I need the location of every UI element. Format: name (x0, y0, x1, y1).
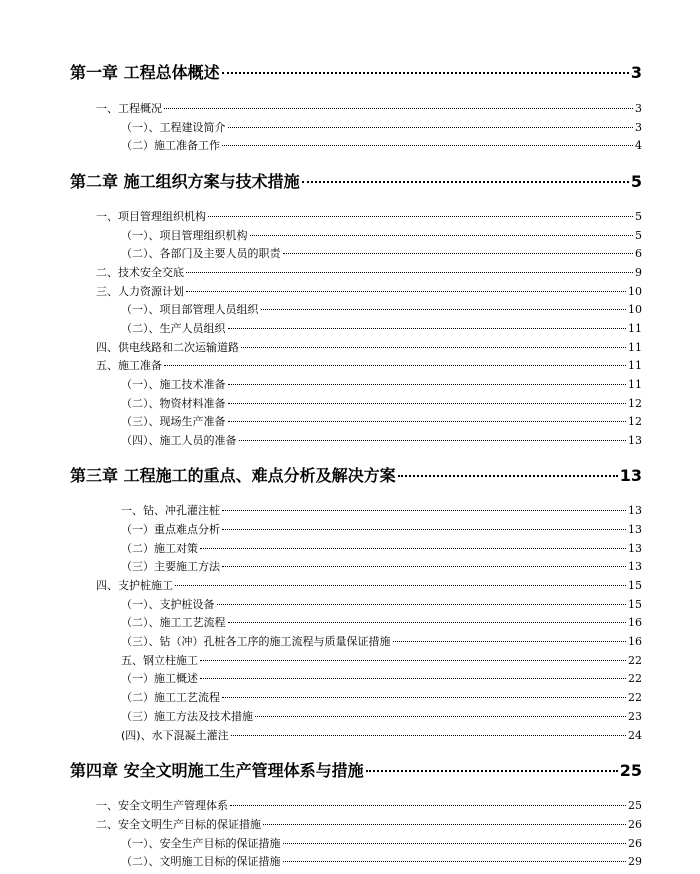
toc-entry[interactable] (121, 540, 642, 556)
toc-entry-title: 二、技术安全交底 (96, 266, 184, 279)
toc-page-number: 23 (628, 710, 642, 723)
toc-entry-title: （二）、生产人员组织 (121, 322, 226, 335)
toc-page-number: 11 (628, 378, 642, 391)
toc-page-number: 9 (635, 266, 642, 279)
toc-leader-dots (222, 697, 626, 698)
toc-page-number: 12 (628, 397, 642, 410)
toc-entry[interactable] (121, 521, 642, 537)
toc-leader-dots (222, 510, 626, 511)
toc-leader-dots (164, 365, 626, 366)
toc-page-number: 15 (628, 579, 642, 592)
toc-entry-title: （三）施工方法及技术措施 (121, 710, 253, 723)
toc-leader-dots (186, 291, 626, 292)
toc-entry[interactable] (121, 432, 642, 448)
toc-leader-dots (222, 566, 626, 567)
toc-page-number: 4 (635, 139, 642, 152)
toc-leader-dots (228, 622, 627, 623)
toc-page-number: 22 (628, 672, 642, 685)
toc-leader-dots (263, 824, 626, 825)
toc-leader-dots (217, 604, 627, 605)
toc-entry[interactable] (121, 633, 642, 649)
toc-entry-title: （二）、物资材料准备 (121, 397, 226, 410)
toc-entry-title: 五、施工准备 (96, 359, 162, 372)
toc-page-number: 13 (628, 434, 642, 447)
toc-page-number: 10 (628, 303, 642, 316)
toc-entry[interactable] (121, 137, 642, 153)
toc-entry[interactable] (121, 245, 642, 261)
toc-leader-dots (230, 805, 626, 806)
toc-page-number: 16 (628, 616, 642, 629)
toc-entry[interactable] (96, 264, 642, 280)
toc-entry-title: （四）、施工人员的准备 (121, 434, 237, 447)
toc-entry-title: 一、钻、冲孔灌注桩 (121, 504, 220, 517)
toc-page-number: 25 (619, 761, 642, 780)
toc-leader-dots (239, 440, 627, 441)
toc-leader-dots (222, 145, 633, 146)
toc-leader-dots (241, 347, 626, 348)
toc-entry-title: （一）、工程建设简介 (121, 121, 226, 134)
toc-entry-title: 四、支护桩施工 (96, 579, 173, 592)
toc-entry-title: 一、安全文明生产管理体系 (96, 799, 228, 812)
toc-page-number: 11 (628, 322, 642, 335)
toc-entry[interactable] (96, 357, 642, 373)
toc-leader-dots (283, 253, 634, 254)
toc-leader-dots (228, 127, 634, 128)
toc-chapter-title: 第一章 工程总体概述 (70, 63, 220, 82)
toc-entry-title: (四)、水下混凝土灌注 (121, 729, 229, 742)
toc-entry[interactable] (121, 119, 642, 135)
toc-page-number: 5 (635, 229, 642, 242)
toc-entry-title: （二）施工工艺流程 (121, 691, 220, 704)
toc-page-number: 13 (628, 523, 642, 536)
toc-page-number: 6 (635, 247, 642, 260)
toc-entry-title: （一）、项目部管理人员组织 (121, 303, 259, 316)
toc-entry[interactable] (96, 816, 642, 832)
toc-entry[interactable] (121, 301, 642, 317)
toc-entry-title: 四、供电线路和二次运输道路 (96, 341, 239, 354)
toc-entry[interactable] (96, 283, 642, 299)
toc-chapter-3[interactable] (70, 463, 642, 486)
toc-page-number: 24 (628, 729, 642, 742)
toc-page-number: 3 (635, 121, 642, 134)
toc-leader-dots (250, 235, 634, 236)
toc-leader-dots (208, 216, 633, 217)
toc-page-number: 26 (628, 837, 642, 850)
toc-entry-title: （二）、文明施工目标的保证措施 (121, 855, 281, 868)
toc-leader-dots (200, 548, 626, 549)
toc-entry[interactable] (121, 708, 642, 724)
toc-entry-title: （三）主要施工方法 (121, 560, 220, 573)
toc-entry-title: （一）、支护桩设备 (121, 598, 215, 611)
toc-leader-dots (222, 529, 626, 530)
toc-leader-dots (398, 475, 618, 477)
toc-leader-dots (186, 272, 633, 273)
toc-entry-title: （一）、施工技术准备 (121, 378, 226, 391)
toc-entry-title: 三、人力资源计划 (96, 285, 184, 298)
toc-entry-title: （二）、各部门及主要人员的职责 (121, 247, 281, 260)
toc-page-number: 22 (628, 691, 642, 704)
toc-page-number: 13 (628, 560, 642, 573)
toc-page-number: 26 (628, 818, 642, 831)
toc-page-number: 3 (635, 102, 642, 115)
toc-leader-dots (228, 328, 627, 329)
toc-entry[interactable] (121, 558, 642, 574)
toc-entry-title: （二）施工对策 (121, 542, 198, 555)
toc-entry[interactable] (96, 208, 642, 224)
toc-entry[interactable] (96, 577, 642, 593)
toc-leader-dots (261, 309, 627, 310)
toc-entry[interactable] (121, 376, 642, 392)
toc-entry[interactable] (121, 395, 642, 411)
toc-entry-title: （一）重点难点分析 (121, 523, 220, 536)
toc-page-number: 29 (628, 855, 642, 868)
toc-leader-dots (164, 108, 633, 109)
toc-page-number: 3 (630, 63, 642, 82)
toc-leader-dots (366, 770, 618, 772)
toc-entry-title: （一）施工概述 (121, 672, 198, 685)
toc-leader-dots (231, 735, 626, 736)
toc-chapter-title: 第四章 安全文明施工生产管理体系与措施 (70, 761, 364, 780)
toc-leader-dots (222, 72, 629, 74)
toc-entry-title: （二）、施工工艺流程 (121, 616, 226, 629)
toc-leader-dots (393, 641, 627, 642)
toc-entry[interactable] (121, 502, 642, 518)
toc-page-number: 5 (635, 210, 642, 223)
toc-entry[interactable] (121, 320, 642, 336)
toc-entry[interactable] (121, 835, 642, 851)
toc-entry[interactable] (121, 670, 642, 686)
toc-leader-dots (200, 660, 626, 661)
toc-leader-dots (228, 421, 627, 422)
toc-entry-title: （三）、钻（冲）孔桩各工序的施工流程与质量保证措施 (121, 635, 391, 648)
toc-leader-dots (283, 843, 627, 844)
toc-page-number: 13 (619, 466, 642, 485)
toc-entry[interactable] (121, 652, 642, 668)
toc-entry-title: 一、工程概况 (96, 102, 162, 115)
toc-entry-title: （三）、现场生产准备 (121, 415, 226, 428)
toc-entry-title: 五、钢立柱施工 (121, 654, 198, 667)
toc-entry[interactable] (96, 339, 642, 355)
toc-leader-dots (302, 181, 629, 183)
toc-page-number: 25 (628, 799, 642, 812)
toc-page-number: 5 (630, 172, 642, 191)
toc-chapter-title: 第三章 工程施工的重点、难点分析及解决方案 (70, 466, 396, 485)
toc-entry-title: 二、安全文明生产目标的保证措施 (96, 818, 261, 831)
toc-entry[interactable] (121, 413, 642, 429)
toc-chapter-4[interactable] (70, 758, 642, 781)
toc-page-number: 22 (628, 654, 642, 667)
toc-entry[interactable] (121, 727, 642, 743)
toc-chapter-1[interactable] (70, 60, 642, 83)
toc-entry[interactable] (121, 227, 642, 243)
toc-entry-title: （一）、安全生产目标的保证措施 (121, 837, 281, 850)
toc-chapter-title: 第二章 施工组织方案与技术措施 (70, 172, 300, 191)
toc-entry[interactable] (96, 100, 642, 116)
toc-leader-dots (228, 384, 627, 385)
toc-entry-title: 一、项目管理组织机构 (96, 210, 206, 223)
toc-page-number: 11 (628, 359, 642, 372)
toc-entry[interactable] (121, 614, 642, 630)
toc-page-number: 13 (628, 504, 642, 517)
toc-leader-dots (228, 403, 627, 404)
toc-leader-dots (200, 678, 626, 679)
toc-page-number: 12 (628, 415, 642, 428)
toc-entry-title: （二）施工准备工作 (121, 139, 220, 152)
toc-page-number: 10 (628, 285, 642, 298)
toc-page-number: 16 (628, 635, 642, 648)
toc-chapter-2[interactable] (70, 169, 642, 192)
toc-entry[interactable] (96, 797, 642, 813)
toc-entry[interactable] (121, 596, 642, 612)
toc-page-number: 11 (628, 341, 642, 354)
toc-page-number: 13 (628, 542, 642, 555)
toc-entry[interactable] (121, 689, 642, 705)
toc-entry-title: （一）、项目管理组织机构 (121, 229, 248, 242)
toc-leader-dots (255, 716, 626, 717)
toc-leader-dots (283, 861, 627, 862)
toc-page-number: 15 (628, 598, 642, 611)
toc-leader-dots (175, 585, 626, 586)
toc-entry[interactable] (121, 853, 642, 869)
